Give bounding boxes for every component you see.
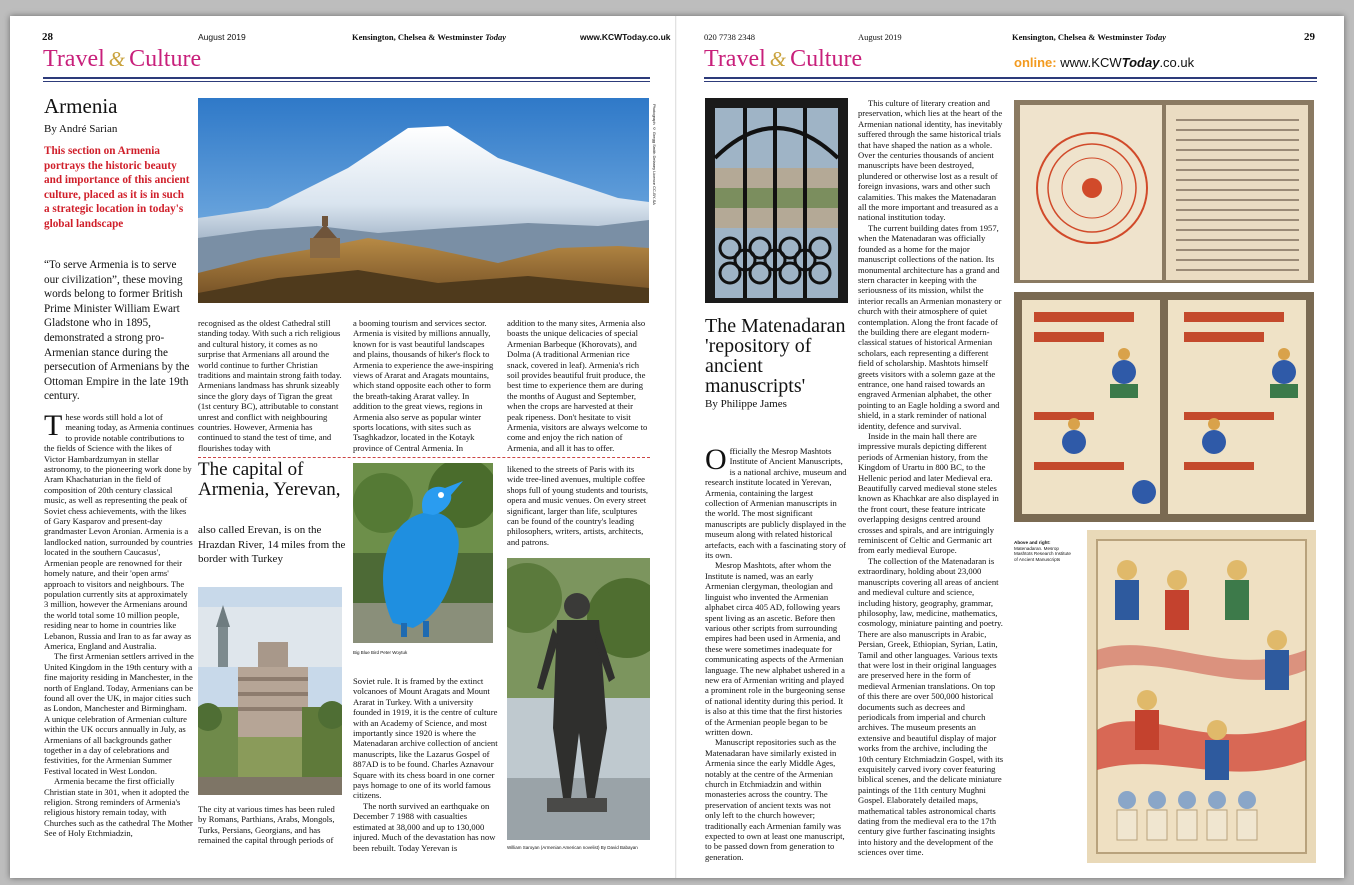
page-number-right: 29 — [1304, 31, 1315, 43]
header-phone: 020 7738 2348 — [704, 32, 755, 42]
right-caption: Above and right: Matenadaran. Mesrop Mashtots Research Institute of Ancient Manuscripts — [1014, 540, 1071, 562]
caption-statue: William Saroyan (Armenian American novelist) By David Babayan — [507, 845, 638, 850]
right-article-byline: By Philippe James — [705, 398, 787, 410]
article2-column-b: Soviet rule. It is framed by the extinct volcanoes of Mount Aragats and Mount Ararat in Turkey. With a university founded in 1919, it is the centre of culture with an Academy of Science, and most importantly since 1920 is where the Matenadaran archive collection of ancient manuscripts, like the Lazarus Gospel of 887AD is to be found. Charles Aznavour Square with its chess board in one corner pays homage to one of its world famous citizens. The north survived an earthquake on December 7 1988 with casualties estimated at 38,000 and up to 130,000 injured. Much of the devastation has now been rebuilt. Today Yerevan is — [353, 676, 498, 853]
section-divider — [198, 457, 650, 458]
section-title-right: Travel & Culture — [704, 46, 863, 72]
drop-cap: T — [44, 409, 63, 442]
article-byline: By André Sarian — [44, 123, 118, 135]
blue-bird-sculpture-photo — [353, 463, 493, 643]
yerevan-cascade-photo — [198, 587, 342, 795]
right-article-column-2: This culture of literary creation and preservation, which lies at the heart of the Armenian national identity, has inevitably suffered through the same historical trials that have shaped the nation as a whole. Over the centuries thousands of ancient manuscripts have been destroyed, plundered or otherwise lost as a result of foreign invasions, wars and other such calamities. This makes the Matenadaran all the more important and treasured as a national institution today. The current building dates from 1957, when the Matenadaran was officially founded as a home for the major manuscript collections of the nation. Its monumental architecture has a grand and stern character in keeping with the seriousness of its mission, whilst the interior recalls an Armenian monastery or church with their atmosphere of quiet contemplation. Along the front facade of the building there are elegant modern-classical statues of historical Armenian scholars, each representing a different field of scholarship. Mashtots himself greets visitors with a solemn gaze at the entrance, one hand raised towards an engraved Armenian alphabet, the other pointing to an Eagle holding a sword and shield, in a stark reminder of national identity, defence and survival. Inside in the main hall there are impressive murals depicting different periods of Armenian history, from the Kingdom of Urartu in 800 BC, to the Hellenic period and later Medieval era. Beautifully carved medieval stone steles known as Khachkar are also displayed in the front court, these feature intricate overlapping designs centred around crosses and spirals, and are intriguingly reminiscent of Celtic and Germanic art from early medieval Europe. The collection of the Matenadaran is extraordinary, holding about 23,000 manuscripts covering all areas of ancient and medieval culture and science, including history, geography, grammar, philosophy, law, medicine, mathematics, cosmology, miniature painting and poetry. There are also manuscripts in Arabic, Persian, Greek, Ethiopian, Syrian, Latin, Tamil and other languages. Various texts that were lost in their original languages are preserved here in the form of medieval Armenian translations. On top of this there are over 500,000 historical documents such as decrees and periodicals from imperial and church archives. The museum presents an extensive and beautiful display of major works from the archive, including the 10th century Etchmiadzin Gospel, with its exquisitely carved ivory cover featuring biblical scenes, and the delicate miniature paintings of the 11th century Mughni Gospel. Elaborately detailed maps, mathematical tables astronomical charts dating from the medieval era to the 17th century give further fascinating insights into history and the development of the sciences over time. — [858, 98, 1004, 858]
header-rule-right — [704, 77, 1317, 79]
right-article-column-1: Officially the Mesrop Mashtots Institute of Ancient Manuscripts, is a national archive, museum and research institute located in Yerevan, Armenia, containing the largest collection of Armenian manuscripts in the world. The most significant manuscripts are publicly displayed in the museum along with related historical artefacts, each with a fascinating story of its own. Mesrop Mashtots, after whom the Institute is named, was an early Armenian clergyman, theologian and linguist who invented the Armenian alphabet circa 405 AD, following years spent living as an ascetic. Before then various other scripts from surrounding empires had been used in Armenia, and these were sometimes inadequate for communicating aspects of the Armenian language. The new alphabet ushered in a new era of Armenian writing and played a prominent role in the burgeoning sense of national identity during this period. It is also at this time that the first histories of the Armenian people began to be written down. Manuscript repositories such as the Matenadaran have similarly existed in Armenia since the early Middle Ages, notably at the centre of the Armenian church in Etchmiadzin and within monasteries across the country. The preservation of ancient texts was not only left to the church however; traditionally each Armenian family was expected to own at least one manuscript, to be passed down from generation to generation. — [705, 443, 847, 862]
header-date-right: August 2019 — [858, 32, 902, 42]
article-headline: Armenia — [44, 94, 118, 118]
article2-deck: also called Erevan, is on the Hrazdan River, 14 miles from the border with Turkey — [198, 524, 346, 566]
article-column-4: addition to the many sites, Armenia also boasts the unique delicacies of special Armenian Barbeque (Khorovats), and Dolma (A traditional Armenian rice snack, covered in leaf). Armenia's rich soil provides beautiful fruit produce, the best time to experience them are during the months of August and September, when the crops are harvested at their peak ripeness. Don't hesitate to visit Armenia, visitors are always welcome to come and enjoy the rich nation of Armenia, and all it has to offer. — [507, 318, 648, 453]
astronomical-manuscript-photo — [1014, 100, 1314, 283]
article2-column-c: likened to the streets of Paris with its wide tree-lined avenues, multiple coffee shops full of young students and tourists, opera and music venues. On every street significant, larger than life, sculptures can be found of the country's leading philosophers, writers, artists, architects, and patrons. — [507, 464, 649, 547]
article-column-3: a booming tourism and services sector. Armenia is visited by millions annually, known for is vast beautiful landscapes and plains, thousands of hiker's flock to Armenia to experience the awe-inspiring views of Ararat and Aragats mountains, which stand opposite each other to form the breath-taking Ararat valley. In addition to the great views, regions in Armenia also serve as popular winter sports locations, with sites such as Tsaghkadzor, located in the Kotayk province of Central Armenia. In — [353, 318, 494, 453]
lattice-window-photo — [705, 98, 848, 303]
header-website: www.KCWToday.co.uk — [580, 32, 671, 42]
drop-cap-right: O — [705, 443, 727, 476]
header-rule-thin-right — [704, 81, 1317, 82]
photo-credit: Photograph © Gregg Smith Delaney Licence CC-BY-SA — [652, 104, 657, 205]
article-standfirst: This section on Armenia portrays the historic beauty and importance of this ancient culture, placed as it is in such a strategic location in today's global landscape — [44, 145, 190, 230]
ararat-photo — [198, 98, 649, 303]
article2-headline: The capital of Armenia, Yerevan, — [198, 459, 341, 500]
caption-bird: Big Blue Bird Peter Woytuk — [353, 650, 408, 655]
miniature-painting-photo — [1087, 530, 1316, 863]
magazine-spread — [10, 16, 1344, 878]
header-publication: Kensington, Chelsea & Westminster Today — [352, 32, 507, 42]
illuminated-gospel-photo — [1014, 292, 1314, 522]
section-title: Travel & Culture — [43, 46, 202, 72]
left-page — [10, 16, 676, 878]
right-page — [677, 16, 1344, 878]
page-number: 28 — [42, 31, 53, 43]
header-rule — [43, 77, 650, 79]
right-article-headline: The Matenadaran 'repository of ancient manuscripts' — [705, 315, 846, 397]
article2-column-a: The city at various times has been ruled by Romans, Parthians, Arabs, Mongols, Turks, Persians, Georgians, and has remained the capital through periods of — [198, 804, 335, 846]
article-intro: “To serve Armenia is to serve our civilization”, these moving words belong to former British Prime Minister William Ewart Gladstone who in 1895, demonstrated a strong pro-Armenian stance during the persecution of Armenians by the Ottoman Empire in the late 19th century. — [44, 259, 190, 403]
header-rule-thin — [43, 81, 650, 82]
header-publication-right: Kensington, Chelsea & Westminster Today — [1012, 32, 1167, 42]
header-date: August 2019 — [198, 32, 246, 42]
article-column-2: recognised as the oldest Cathedral still standing today. With such a rich religious and cultural history, it comes as no surprise that Armenians all around the world continue to further Christian traditions and maintain strong faith today. Armenians landmass has shrunk sizeably since the glory days of Tigran the great (1st century BC), attributable to constant unrest and conflict with neighbouring countries. However, Armenia has continued to stand the test of time, and flourishes today with — [198, 318, 342, 453]
article-column-1: These words still hold a lot of meaning today, as Armenia continues to provide notable contributions to the fields of Science with the likes of Victor Hambardzumyan in stellar astronomy, to the pioneering work done by Aram Khachaturian in the field of composition of 20th century classical music, as well as representing the peak of Soviet chess achievements, with the likes of Gary Kasparov and present-day grandmaster Levon Aronian. Armenia is a landlocked nation, surrounded by countries located in the southern Caucasus', Armenian people are renowned for their homely nature, and their 'open arms' approach to visitors and neighbours. The population currently sits at approximately 3 million, however the Armenians around the world total some 10 million people, residing near to home in countries like Lebanon, Russia and Iran to as far away as America, England and Australia. The first Armenian settlers arrived in the United Kingdom in the 19th century with a fine majority residing in Manchester, in the north of England. Today, Armenians can be found all over the UK, in major cities such as London, Manchester and Birmingham. A unique celebration of Armenian culture within the UK occurs annually in July, as Armenians of all backgrounds gather together in a day of celebrations and festivities, for the Armenian Summer Festival located in West London. Armenia became the first officially Christian state in 301, when it adopted the religion. Strong reminders of Armenia's religious history remain today, with Churches such as the cathedral The Mother See of Holy Etchmiadzin, — [44, 409, 194, 839]
saroyan-statue-photo — [507, 558, 650, 840]
online-link[interactable]: online: www.KCWToday.co.uk — [1014, 55, 1195, 70]
